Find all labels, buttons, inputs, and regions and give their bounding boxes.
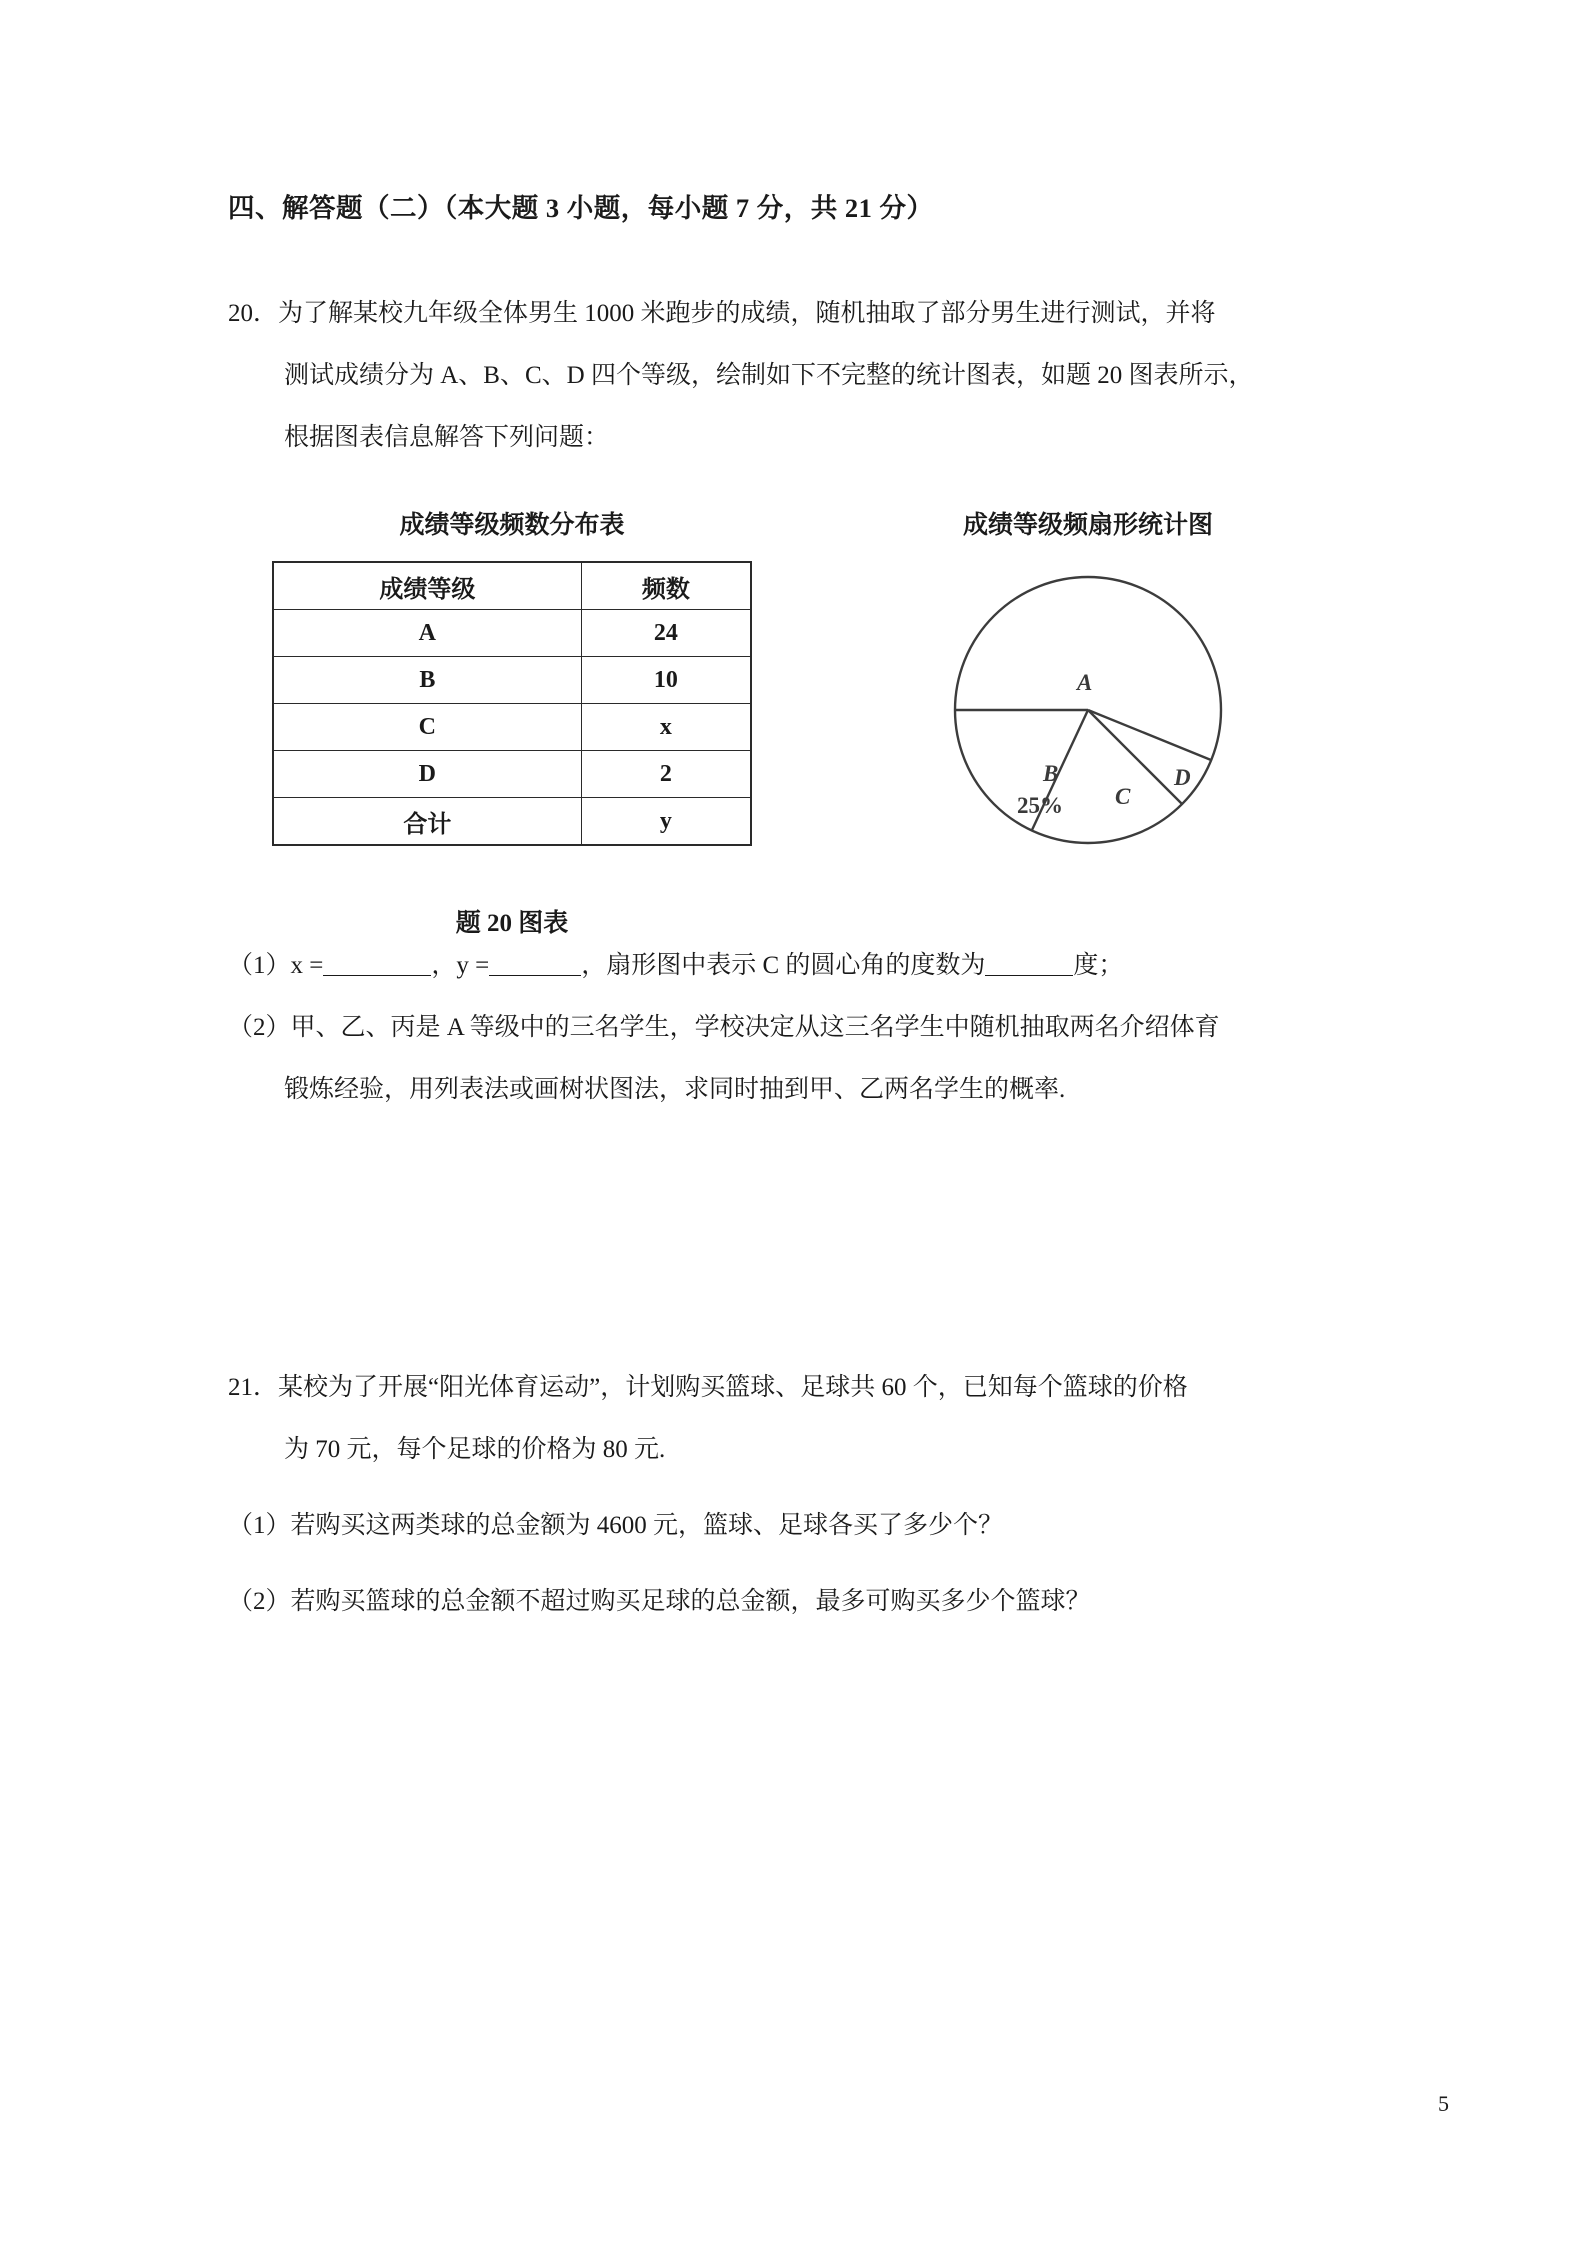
question-20-figure (228, 505, 1368, 935)
answer-blank-y[interactable] (489, 975, 581, 976)
table-header-grade: 成绩等级 (273, 562, 581, 610)
frequency-distribution-table (272, 561, 752, 846)
table-cell-total-label: 合计 (273, 798, 581, 846)
pie-chart-block (878, 505, 1298, 855)
table-cell-grade-b: B (273, 657, 581, 704)
table-cell-grade-a: A (273, 610, 581, 657)
figure-caption: 题 20 图表 (455, 910, 569, 937)
question-20-sub-1 (228, 935, 1368, 997)
question-20-number: 20． (228, 300, 279, 327)
answer-blank-angle[interactable] (985, 975, 1073, 976)
question-21 (228, 1357, 1368, 1633)
question-20-line-2: 测试成绩分为 A、B、C、D 四个等级，绘制如下不完整的统计图表，如题 20 图表所示， (284, 362, 1254, 389)
question-20-text-1: 为了解某校九年级全体男生 1000 米跑步的成绩，随机抽取了部分男生进行测试，并将 (278, 300, 1216, 327)
page-number: 5 (1438, 2091, 1449, 2116)
table-cell-freq-b: 10 (581, 657, 751, 704)
pie-chart-svg (938, 565, 1238, 855)
table-row (273, 751, 751, 798)
page-content (228, 186, 1368, 1633)
question-20-sub-2-line-1: （2）甲、乙、丙是 A 等级中的三名学生，学校决定从这三名学生中随机抽取两名介绍体育 (228, 1014, 1220, 1041)
question-21-sub-1: （1）若购买这两类球的总金额为 4600 元，篮球、足球各买了多少个？ (228, 1512, 1004, 1539)
sub1-mid-1: ，y = (431, 952, 490, 979)
table-cell-grade-d: D (273, 751, 581, 798)
table-row (273, 798, 751, 846)
table-cell-grade-c: C (273, 704, 581, 751)
question-21-line-1 (228, 1357, 1368, 1419)
pie-chart (938, 565, 1238, 855)
question-21-line-2: 为 70 元，每个足球的价格为 80 元. (284, 1436, 666, 1463)
pie-slice-label-b: B (1043, 761, 1059, 786)
table-cell-total-value: y (581, 798, 751, 846)
question-21-number: 21． (228, 1374, 279, 1401)
question-21-text-1: 某校为了开展“阳光体育运动”，计划购买篮球、足球共 60 个，已知每个篮球的价格 (278, 1374, 1188, 1401)
table-row (273, 704, 751, 751)
sub1-suffix: 度； (1073, 952, 1124, 979)
pie-slice-label-c: C (1115, 784, 1131, 809)
answer-space-20 (228, 1121, 1368, 1357)
pie-slice-percent-b: 25% (1017, 793, 1063, 818)
table-row (273, 610, 751, 657)
table-header-frequency: 频数 (581, 562, 751, 610)
frequency-table-block (272, 505, 752, 846)
question-20 (228, 283, 1368, 1121)
pie-chart-title: 成绩等级频扇形统计图 (962, 512, 1213, 539)
table-cell-freq-c: x (581, 704, 751, 751)
pie-slice-label-a: A (1077, 670, 1093, 695)
question-21-sub-2: （2）若购买篮球的总金额不超过购买足球的总金额，最多可购买多少个篮球？ (228, 1588, 1091, 1615)
table-cell-freq-a: 24 (581, 610, 751, 657)
table-cell-freq-d: 2 (581, 751, 751, 798)
question-20-sub-2-line-2: 锻炼经验，用列表法或画树状图法，求同时抽到甲、乙两名学生的概率. (284, 1076, 1066, 1103)
question-20-line-3: 根据图表信息解答下列问题： (284, 424, 610, 451)
frequency-table-title: 成绩等级频数分布表 (399, 512, 625, 539)
section-heading: 四、解答题（二）（本大题 3 小题，每小题 7 分，共 21 分） (228, 193, 934, 223)
pie-slice-label-d: D (1174, 765, 1191, 790)
question-20-line-1 (228, 283, 1368, 345)
answer-blank-x[interactable] (323, 975, 431, 976)
sub1-prefix: （1）x = (228, 952, 324, 979)
table-row (273, 657, 751, 704)
sub1-mid-2: ，扇形图中表示 C 的圆心角的度数为 (581, 952, 986, 979)
table-header-row (273, 562, 751, 610)
